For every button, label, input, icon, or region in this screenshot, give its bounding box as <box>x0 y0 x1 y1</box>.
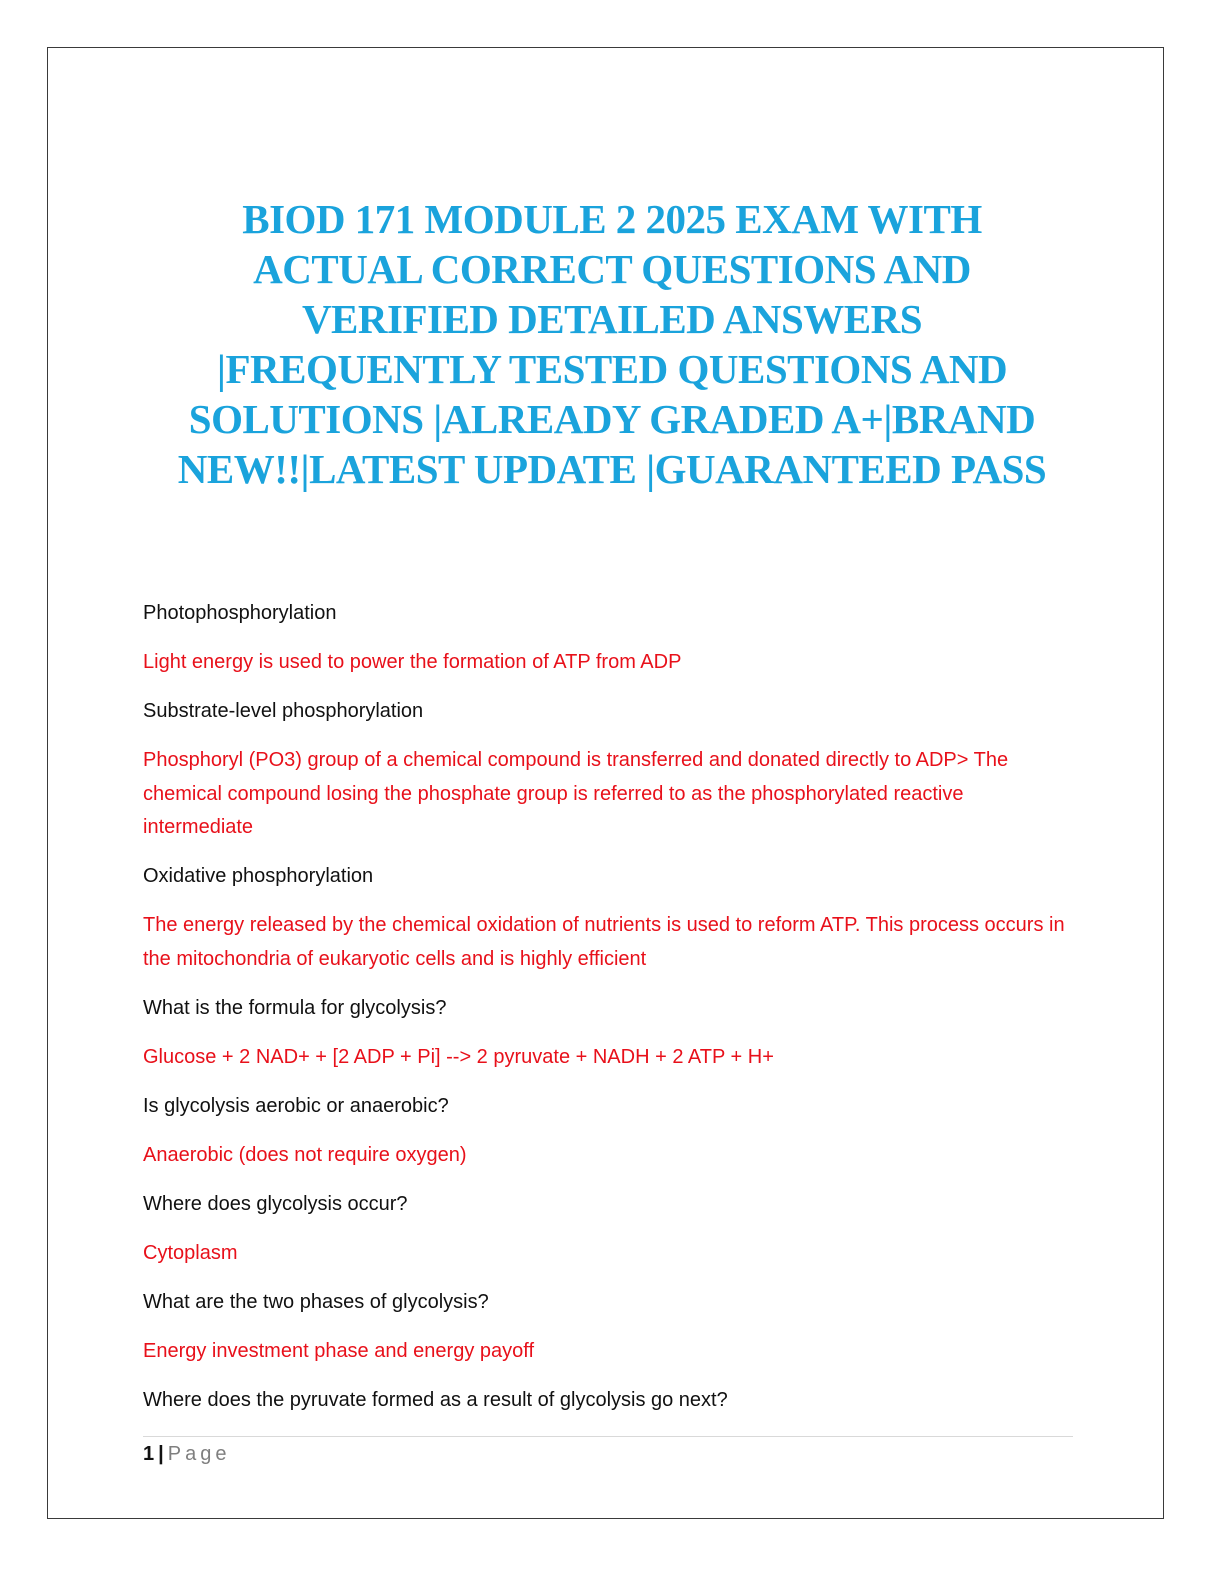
question-answer-list <box>143 597 1073 1433</box>
question-text: Photophosphorylation <box>143 602 337 624</box>
title-line: BIOD 171 MODULE 2 2025 EXAM WITH <box>242 196 982 242</box>
title-line: ACTUAL CORRECT QUESTIONS AND <box>253 246 971 292</box>
answer-text: Energy investment phase and energy payoff <box>143 1339 534 1362</box>
title-line: SOLUTIONS |ALREADY GRADED A+|BRAND <box>188 396 1036 442</box>
answer-text: Cytoplasm <box>143 1241 238 1264</box>
question-text: Is glycolysis aerobic or anaerobic? <box>143 1094 449 1117</box>
title-line: VERIFIED DETAILED ANSWERS <box>301 296 923 342</box>
answer-text: Anaerobic (does not require oxygen) <box>143 1143 467 1166</box>
answer-text: The energy released by the chemical oxidation of nutrients is used to reform ATP. This process occurs in the mitochondria of eukaryotic cells and is highly efficient <box>143 914 1065 970</box>
page-footer <box>143 1440 230 1468</box>
footer-divider <box>143 1436 1073 1437</box>
title-line: |FREQUENTLY TESTED QUESTIONS AND <box>216 346 1008 392</box>
footer-separator: | <box>158 1443 164 1465</box>
question-text: What is the formula for glycolysis? <box>143 996 447 1019</box>
page-number: 1 <box>143 1443 155 1465</box>
answer-text: Glucose + 2 NAD+ + [2 ADP + Pi] --> 2 pyruvate + NADH + 2 ATP + H+ <box>143 1045 774 1068</box>
document-title <box>120 194 1104 494</box>
question-text: Where does glycolysis occur? <box>143 1192 408 1215</box>
question-text: Substrate-level phosphorylation <box>143 700 424 722</box>
question-text: Where does the pyruvate formed as a result of glycolysis go next? <box>143 1388 728 1411</box>
question-text: What are the two phases of glycolysis? <box>143 1290 489 1313</box>
title-line: NEW!!|LATEST UPDATE |GUARANTEED PASS <box>177 446 1047 492</box>
answer-text: Phosphoryl (PO3) group of a chemical compound is transferred and donated directly to ADP> The chemical compound losing the phosphate group is referred to as the phosphorylated reactive intermediate <box>143 749 1009 838</box>
question-text: Oxidative phosphorylation <box>143 865 374 887</box>
answer-text: Light energy is used to power the formation of ATP from ADP <box>143 651 682 673</box>
page-label: Page <box>167 1443 231 1465</box>
